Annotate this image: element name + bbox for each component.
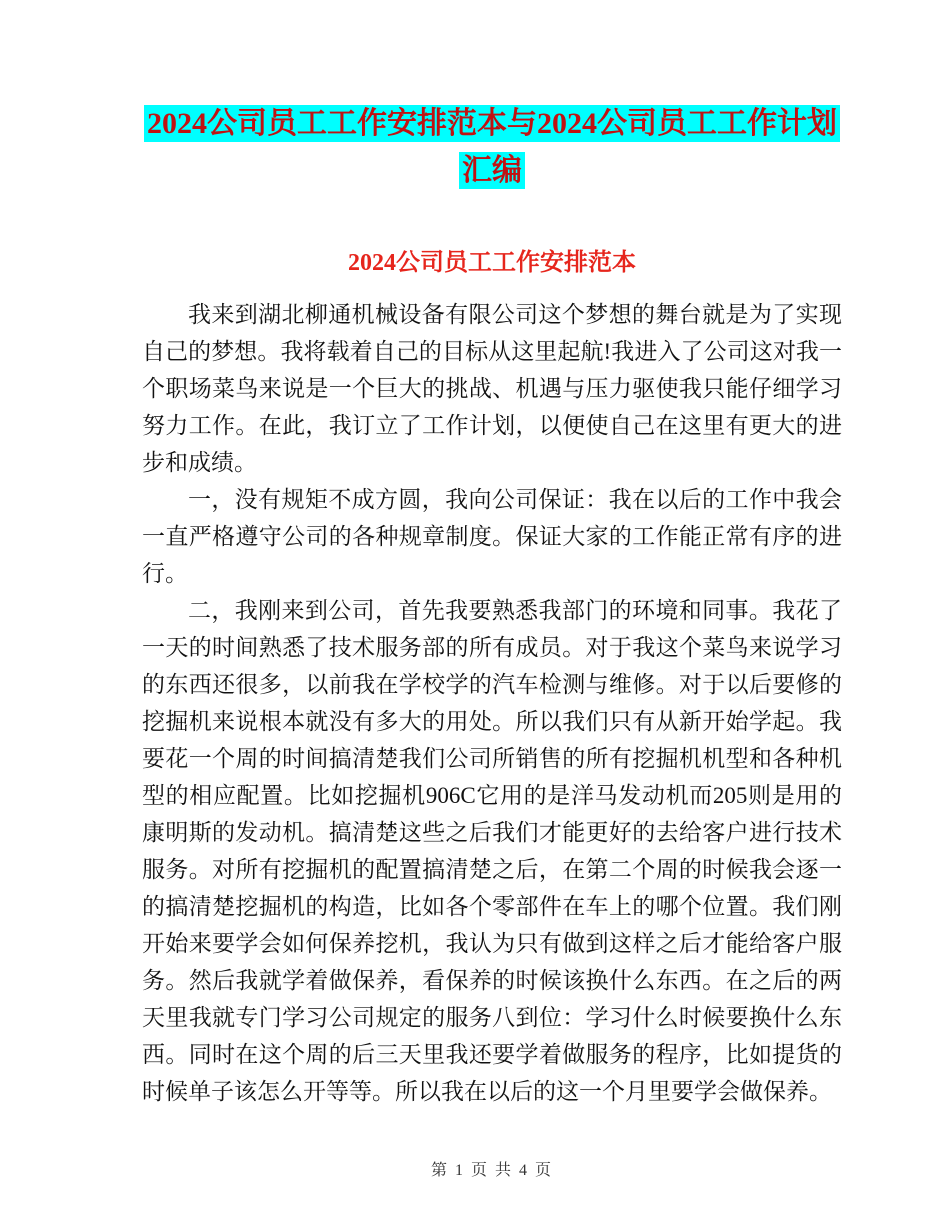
section-heading: 2024公司员工工作安排范本: [348, 250, 636, 276]
document-title: [142, 100, 842, 194]
document-title-line-2: [142, 147, 842, 194]
document-title-highlighted-text: 2024公司员工工作安排范本与2024公司员工工作计划: [144, 105, 840, 142]
document-title-highlighted-text: 汇编: [459, 152, 525, 189]
document-content-column: [142, 100, 842, 1110]
body-paragraph-2: 一，没有规矩不成方圆，我向公司保证：我在以后的工作中我会一直严格遵守公司的各种规章制度。保证大家的工作能正常有序的进行。: [142, 487, 842, 586]
body-paragraph-1: 我来到湖北柳通机械设备有限公司这个梦想的舞台就是为了实现自己的梦想。我将载着自己的目标从这里起航!我进入了公司这对我一个职场菜鸟来说是一个巨大的挑战、机遇与压力驱使我只能仔细学习努力工作。在此，我订立了工作计划，以便使自己在这里有更大的进步和成绩。: [142, 302, 842, 475]
document-body: [142, 296, 842, 1110]
page-footer: 第 1 页 共 4 页: [430, 1162, 553, 1179]
document-title-line-1: [142, 100, 842, 147]
body-paragraph-3: 二，我刚来到公司，首先我要熟悉我部门的环境和同事。我花了一天的时间熟悉了技术服务部的所有成员。对于我这个菜鸟来说学习的东西还很多，以前我在学校学的汽车检测与维修。对于以后要修的挖掘机来说根本就没有多大的用处。所以我们只有从新开始学起。我要花一个周的时间搞清楚我们公司所销售的所有挖掘机机型和各种机型的相应配置。比如挖掘机906C它用的是洋马发动机而205则是用的康明斯的发动机。搞清楚这些之后我们才能更好的去给客户进行技术服务。对所有挖掘机的配置搞清楚之后，在第二个周的时候我会逐一的搞清楚挖掘机的构造，比如各个零部件在车上的哪个位置。我们刚开始来要学会如何保养挖机，我认为只有做到这样之后才能给客户服务。然后我就学着做保养，看保养的时候该换什么东西。在之后的两天里我就专门学习公司规定的服务八到位：学习什么时候要换什么东西。同时在这个周的后三天里我还要学着做服务的程序，比如提货的时候单子该怎么开等等。所以我在以后的这一个月里要学会做保养。: [142, 598, 842, 1104]
